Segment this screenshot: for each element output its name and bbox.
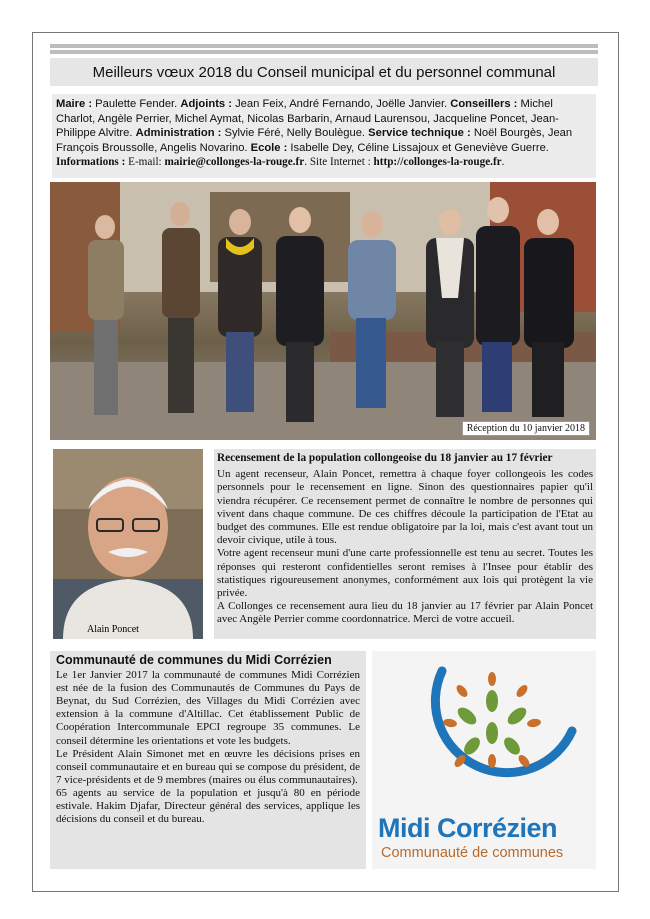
census-article <box>214 449 596 639</box>
website-link[interactable]: http://collonges-la-rouge.fr <box>373 156 502 169</box>
portrait-photo <box>53 449 203 639</box>
service-names: Noël Bourgès, Jean François Broussolle, Angelis Novarino. <box>56 127 573 154</box>
communaute-heading: Communauté de communes du Midi Corrézien <box>56 653 332 667</box>
census-paragraph-3: A Collonges ce recensement aura lieu du 18 janvier au 17 février par Alain Poncet avec Angèle Perrier comme coordonnatrice. Merci de votre accueil. <box>217 600 593 626</box>
header-bars <box>50 44 598 56</box>
portrait-caption: Alain Poncet <box>87 624 139 635</box>
council-members <box>52 94 596 178</box>
census-heading: Recensement de la population collongeoise du 18 janvier au 17 février <box>217 452 553 464</box>
site-end: . <box>501 156 505 169</box>
census-paragraph-1: Un agent recenseur, Alain Poncet, remettra à chaque foyer collongeois les codes personnels pour le recensement en ligne. Sinon des questionnaires papier qu'il viendra récupérer. Ce recensement permet de connaître le nombre de personnes qui vivent dans chaque commune. De ces chiffres découle la participation de l'Etat au budget des communes. Elle est rendue obligatoire par la loi, mais c'est avant tout un devoir civique, utile à tous. <box>217 468 593 547</box>
site-text: . Site Internet : <box>304 156 374 169</box>
conseillers-label: Conseillers : <box>450 98 518 110</box>
communaute-paragraph-3: 65 agents au service de la population et jusqu'à 80 en période estivale. Hakim Djafar, Directeur général des services, applique les décisions du conseil et du bureau. <box>56 786 360 826</box>
photo-caption: Réception du 10 janvier 2018 <box>462 421 590 436</box>
administration-names: Sylvie Féré, Nelly Boulègue. <box>221 127 369 140</box>
service-label: Service technique : <box>368 127 471 140</box>
census-paragraph-2: Votre agent recenseur muni d'une carte professionnelle est tenu au secret. Toutes les réponses qui resteront confidentielles seront remises à l'Insee pour établir des statistiques rigoureusement anonymes, conformément aux lois qui protègent la vie privée. <box>217 547 593 600</box>
page-title: Meilleurs vœux 2018 du Conseil municipal et du personnel communal <box>50 58 598 86</box>
ecole-names: Isabelle Dey, Céline Lissajoux et Geneviève Guerre. <box>287 141 549 154</box>
maire-label: Maire : <box>56 98 93 110</box>
communaute-article <box>50 651 366 869</box>
ecole-label: Ecole : <box>250 141 288 154</box>
logo-emblem-icon <box>372 651 596 816</box>
administration-label: Administration : <box>135 127 222 140</box>
communaute-paragraph-1: Le 1er Janvier 2017 la communauté de communes Midi Corrézien est née de la fusion des Communautés de Communes du Pays de Beynat, du Sud Corrézien, des Villages du Midi Corrézien avec extension à la commune d'Altillac. Cet établissement Public de Coopération Intercommunale EPCI regroupe 35 communes. Le conseil détermine les orientations et vote les budgets. <box>56 669 360 747</box>
group-photo <box>50 182 596 440</box>
info-text: E-mail: <box>125 156 165 169</box>
adjoints-label: Adjoints : <box>180 98 232 110</box>
logo-subtitle: Communauté de communes <box>381 845 564 861</box>
email-link[interactable]: mairie@collonges-la-rouge.fr <box>164 156 305 169</box>
info-label: Informations : <box>56 156 126 169</box>
midi-correzien-logo <box>372 651 596 869</box>
conseillers-names: Michel Charlot, Angèle Perrier, Michel Aymat, Nicolas Barbarin, Arnaud Laurensou, Jacqueline Poncet, Jean-Philippe Alvitre. <box>56 98 559 140</box>
adjoints-names: Jean Feix, André Fernando, Joëlle Janvier. <box>231 98 451 110</box>
logo-name: Midi Corrézien <box>378 813 558 843</box>
communaute-paragraph-2: Le Président Alain Simonet met en œuvre les décisions prises en conseil communautaire et en bureau qui se compose du président, de 7 vice-présidents et de 9 membres (maires ou élus communautaires). <box>56 747 360 786</box>
maire-name: Paulette Fender. <box>92 98 181 110</box>
